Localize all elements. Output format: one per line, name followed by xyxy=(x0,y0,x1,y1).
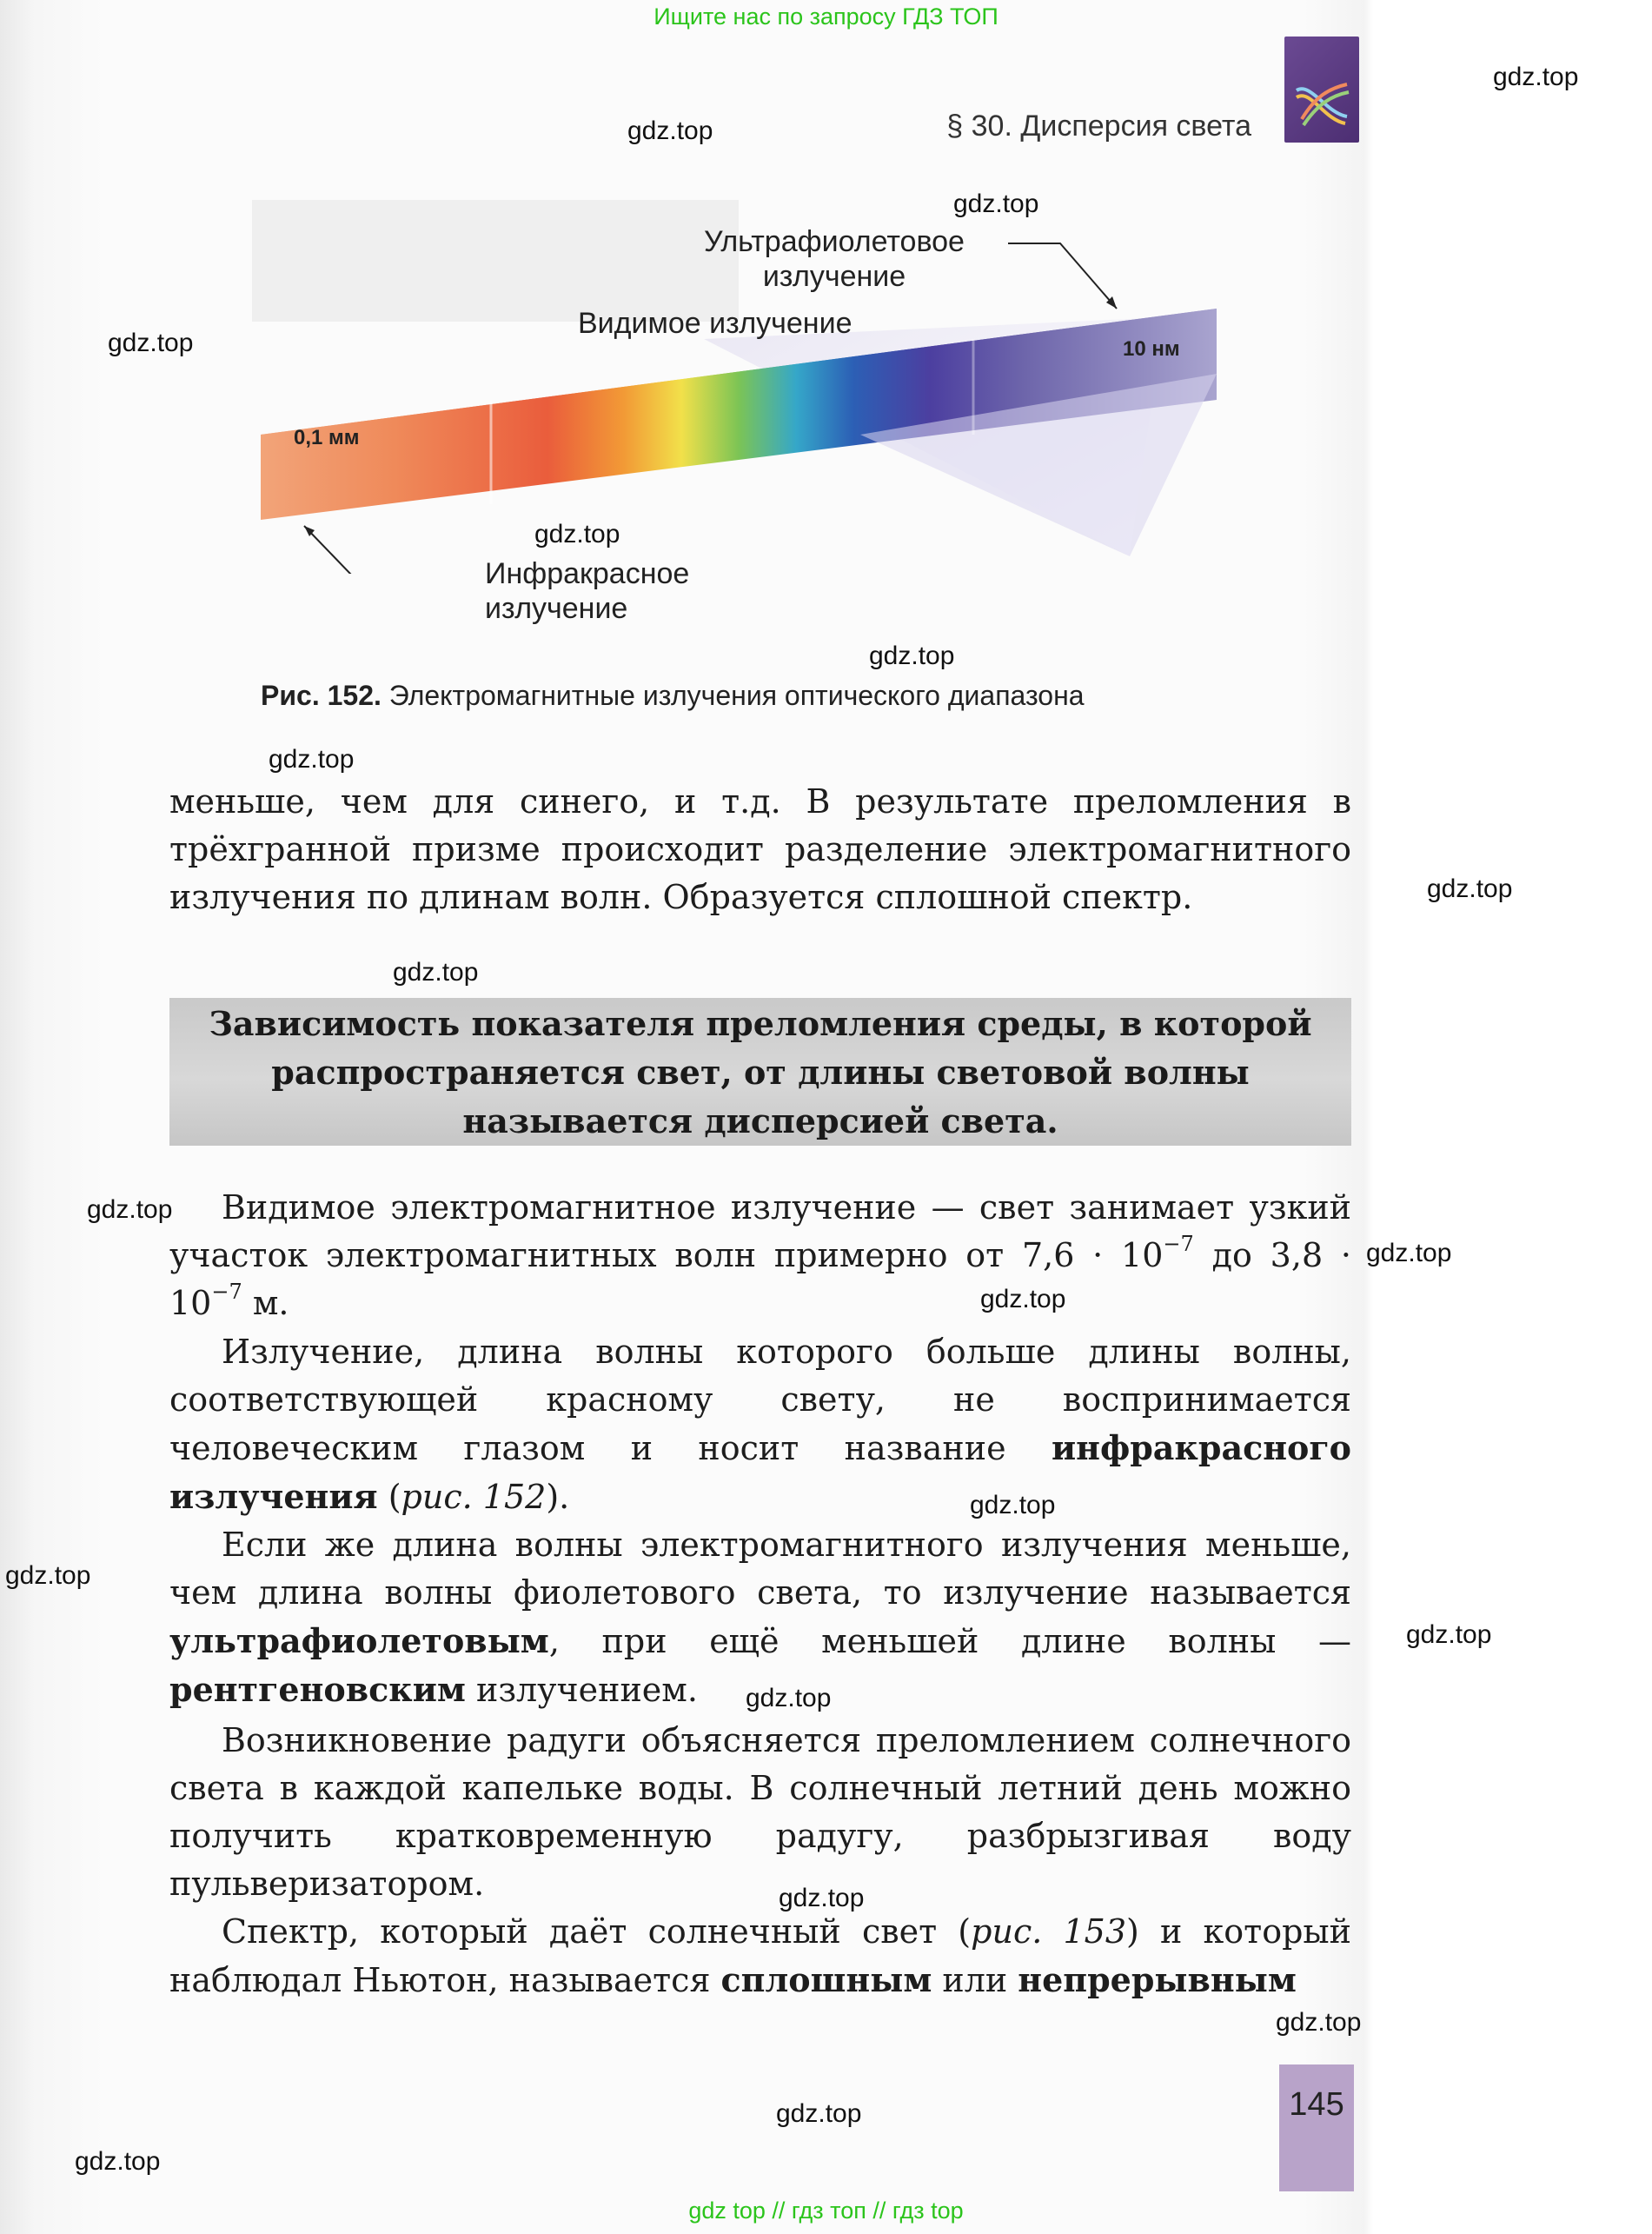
p2-text-b: до 3,8 · 10 xyxy=(169,1236,1351,1322)
p6-bold-continuous-2: непрерывным xyxy=(1018,1960,1297,1999)
p4-text-a: Если же длина волны электромагнитного излучения меньше, чем длина волны фиолетового света, то излучение называется xyxy=(169,1526,1351,1612)
watermark[interactable]: gdz.top xyxy=(779,1884,865,1912)
p3-bold: инфракрасного излучения xyxy=(169,1428,1351,1516)
p2-exponent-1: −7 xyxy=(1163,1232,1194,1256)
watermark[interactable]: gdz.top xyxy=(1493,63,1579,91)
p4-bold-xray: рентгеновским xyxy=(169,1670,466,1709)
p3-paren-open: ( xyxy=(377,1478,401,1516)
p6-text-a: Спектр, который даёт солнечный свет ( xyxy=(222,1912,972,1951)
definition-text: Зависимость показателя преломления среды, в которой распространяется свет, от длины световой волны называется дисперсией света. xyxy=(209,1004,1312,1140)
watermark[interactable]: gdz.top xyxy=(980,1285,1066,1313)
figure-caption xyxy=(261,680,1286,712)
p3-figure-ref: рис. 152 xyxy=(401,1478,547,1516)
paragraph-2 xyxy=(169,1184,1351,1327)
caption-text: Электромагнитные излучения оптического диапазона xyxy=(381,680,1085,711)
p4-text-b: , при ещё меньшей длине волны — xyxy=(548,1622,1351,1660)
watermark[interactable]: gdz.top xyxy=(869,642,955,670)
uv-pointer xyxy=(1008,243,1117,309)
watermark[interactable]: gdz.top xyxy=(108,329,194,357)
p2-text-c: м. xyxy=(242,1284,289,1322)
p6-figure-ref: рис. 153 xyxy=(971,1912,1127,1951)
visible-label: Видимое излучение xyxy=(578,307,853,340)
bleed-rect xyxy=(252,200,739,322)
watermark[interactable]: gdz.top xyxy=(534,520,620,549)
watermark[interactable]: gdz.top xyxy=(746,1684,832,1712)
watermark[interactable]: gdz.top xyxy=(776,2099,862,2128)
watermark[interactable]: gdz.top xyxy=(5,1561,91,1590)
page-number: 145 xyxy=(1289,2086,1344,2123)
page-number-tab xyxy=(1279,2064,1354,2191)
paragraph-1: меньше, чем для синего, и т.д. В результате преломления в трёхгранной призме происходит разделение электромагнитного излучения по длинам волн. Образуется сплошной спектр. xyxy=(169,782,1351,916)
watermark[interactable]: gdz.top xyxy=(1406,1620,1492,1649)
label-01mm: 0,1 мм xyxy=(294,426,360,449)
paragraph-3 xyxy=(169,1328,1351,1521)
p6-bold-continuous-1: сплошным xyxy=(720,1960,932,1999)
paragraph-6 xyxy=(169,1908,1351,2005)
p6-text-b: ) и который наблюдал Ньютон, называется xyxy=(169,1912,1351,1999)
watermark[interactable]: gdz.top xyxy=(970,1491,1056,1519)
uv-label: Ультрафиолетовое излучение xyxy=(704,225,965,293)
watermark[interactable]: gdz.top xyxy=(393,958,479,987)
watermark[interactable]: gdz.top xyxy=(1427,874,1513,903)
top-banner[interactable]: Ищите нас по запросу ГДЗ ТОП xyxy=(654,3,998,30)
watermark[interactable]: gdz.top xyxy=(1366,1239,1452,1267)
spectrum-logo-icon xyxy=(1284,37,1359,143)
watermark[interactable]: gdz.top xyxy=(953,189,1039,218)
watermark[interactable]: gdz.top xyxy=(627,116,713,145)
section-title: § 30. Дисперсия света xyxy=(946,110,1251,143)
p2-exponent-2: −7 xyxy=(211,1280,242,1304)
ir-pointer xyxy=(304,526,400,574)
p6-text-c: или xyxy=(932,1961,1018,1999)
p4-text-c: излучением. xyxy=(465,1671,698,1709)
caption-prefix: Рис. 152. xyxy=(261,680,381,711)
watermark[interactable]: gdz.top xyxy=(1276,2008,1362,2037)
p3-paren-close: ). xyxy=(546,1478,570,1516)
p3-text-a: Излучение, длина волны которого больше длины волны, соответствующей красному свету, не воспринимается человеческим глазом и носит название xyxy=(169,1333,1351,1467)
watermark[interactable]: gdz.top xyxy=(87,1195,173,1224)
paragraph-5: Возникновение радуги объясняется преломлением солнечного света в каждой капельке воды. В солнечный летний день можно получить кратковременную радугу, разбрызгивая воду пульверизатором. xyxy=(169,1721,1351,1903)
p4-bold-uv: ультрафиолетовым xyxy=(169,1621,549,1660)
ir-label: Инфракрасное излучение xyxy=(485,557,690,625)
watermark[interactable]: gdz.top xyxy=(269,745,355,774)
chapter-tab xyxy=(1284,37,1359,143)
label-10nm: 10 нм xyxy=(1123,337,1180,361)
p2-text-a: Видимое электромагнитное излучение — свет занимает узкий участок электромагнитных волн примерно от 7,6 · 10 xyxy=(169,1188,1351,1274)
bottom-banner[interactable]: gdz top // гдз топ // гдз top xyxy=(688,2197,964,2224)
watermark[interactable]: gdz.top xyxy=(75,2147,161,2176)
